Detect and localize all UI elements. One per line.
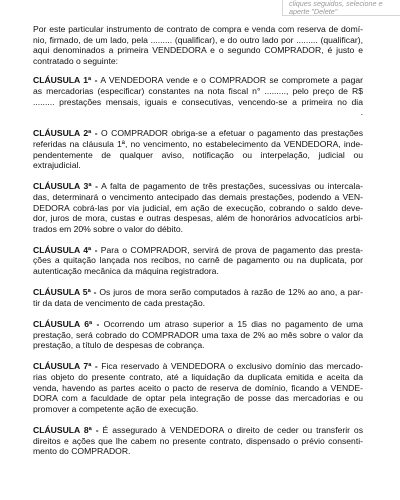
clause-line: venda, havendo as partes aceito o pacto de reserva de domínio, ficando a VENDE- [33, 382, 363, 393]
clause-line: DORA com a faculdade de optar pela integração de posse das mercadorias e ou [33, 393, 363, 404]
clause-6 [33, 319, 363, 351]
clause-1 [33, 75, 363, 117]
clause-title: CLÁUSULA 1ª - [33, 75, 98, 86]
clause-line: promover a competente ação de execução. [33, 403, 199, 414]
clause-5 [33, 287, 363, 308]
clause-line: mento do COMPRADOR. [33, 446, 131, 457]
clause-line: autenticação mecânica da máquina registradora. [33, 266, 219, 277]
clause-title: CLÁUSULA 6ª - [33, 319, 100, 330]
clause-line [33, 361, 363, 372]
clause-line: pendentemente de qualquer aviso, notificação ou interpelação, judicial ou extrajudicial. [33, 149, 363, 171]
clause-line: referidas na cláusula 1ª, no vencimento, no estabelecimento da VENDEDORA, inde- [33, 138, 363, 149]
instruction-hint [282, 0, 400, 16]
clause-title: CLÁUSULA 7ª - [33, 361, 98, 372]
clause-title: CLÁUSULA 8ª - [33, 424, 99, 435]
clause-text: Ocorrendo um atraso superior a 15 dias no pagamento de uma [99, 319, 363, 330]
instruction-hint-text: cliques seguidos, selecione e aperte "Delete" [289, 0, 383, 16]
clause-line: trados em 20% sobre o valor do débito. [33, 223, 184, 234]
intro-line: Por este particular instrumento de contrato de compra e venda com reserva de domí- [33, 24, 363, 34]
clause-line: . [360, 107, 363, 118]
clause-line [33, 128, 363, 139]
clause-title: CLÁUSULA 3ª - [33, 181, 98, 192]
clause-line [33, 245, 363, 256]
clause-line: das, determinará o vencimento antecipado das demais prestações, podendo a VEN- [33, 191, 363, 202]
clause-line: ções a quitação lançada nos recibos, no carnê de pagamento ou na duplicata, por [33, 255, 363, 266]
clause-line: tir da data de vencimento de cada prestação. [33, 297, 205, 308]
clause-text: Para o COMPRADOR, servirá de prova de pagamento das presta- [97, 244, 363, 255]
clause-line: DEDORA cobrá-las por via judicial, em ação de execução, cobrando o saldo deve- [33, 202, 363, 213]
clause-line: ......... prestações mensais, iguais e consecutivas, vencendo-se a primeira no dia [33, 96, 363, 107]
clause-text: Fica reservado à VENDEDORA o exclusivo domínio das mercado- [97, 361, 364, 372]
clause-line [33, 425, 363, 436]
clause-line [33, 287, 363, 298]
contract-document [33, 24, 363, 467]
clause-line: dor, juros de mora, custas e outras despesas, além de honorários advocatícios arbi- [33, 213, 363, 224]
clause-line: as mercadorias (especificar) constantes na nota fiscal n° ........., pelo preço de R$ [33, 85, 363, 96]
clause-line [33, 181, 363, 192]
clause-4 [33, 245, 363, 277]
clause-8 [33, 425, 363, 457]
clause-line: direitos e ações que lhe cabem no presente contrato, dispensado o prévio consenti- [33, 435, 363, 446]
clause-text: A VENDEDORA vende e o COMPRADOR se compromete a pagar [97, 75, 363, 86]
clause-3 [33, 181, 363, 234]
clause-title: CLÁUSULA 2ª - [33, 128, 98, 139]
clause-text: Os juros de mora serão computados à razão de 12% ao ano, a par- [96, 287, 363, 298]
clause-line: rias objeto do presente contrato, até a liquidação da duplicata emitida e aceita da [33, 372, 363, 382]
clause-line [33, 75, 363, 86]
clause-text: O COMPRADOR obriga-se a efetuar o pagamento das prestações [97, 128, 363, 139]
clause-line: prestação, será cobrado do COMPRADOR uma taxa de 2% ao mês sobre o valor da [33, 329, 363, 340]
clause-title: CLÁUSULA 5ª - [33, 287, 97, 298]
intro-line: nio, firmado, de um lado, pela ......... (qualificar), e do outro lado por ......... (qualificar), [33, 34, 363, 45]
clause-7 [33, 361, 363, 414]
clause-line: prestação, a título de despesas de cobrança. [33, 340, 205, 351]
intro-line: aqui denominados a primeira VENDEDORA e o segundo COMPRADOR, é justo e [33, 45, 363, 56]
intro-line: contratado o seguinte: [33, 55, 119, 66]
intro-paragraph [33, 24, 363, 66]
clause-line [33, 319, 363, 330]
clause-text: A falta de pagamento de três prestações, sucessivas ou intercala- [98, 181, 363, 192]
clause-text: É assegurado à VENDEDORA o direito de ceder ou transferir os [98, 424, 363, 435]
clause-2 [33, 128, 363, 170]
clause-title: CLÁUSULA 4ª - [33, 244, 98, 255]
